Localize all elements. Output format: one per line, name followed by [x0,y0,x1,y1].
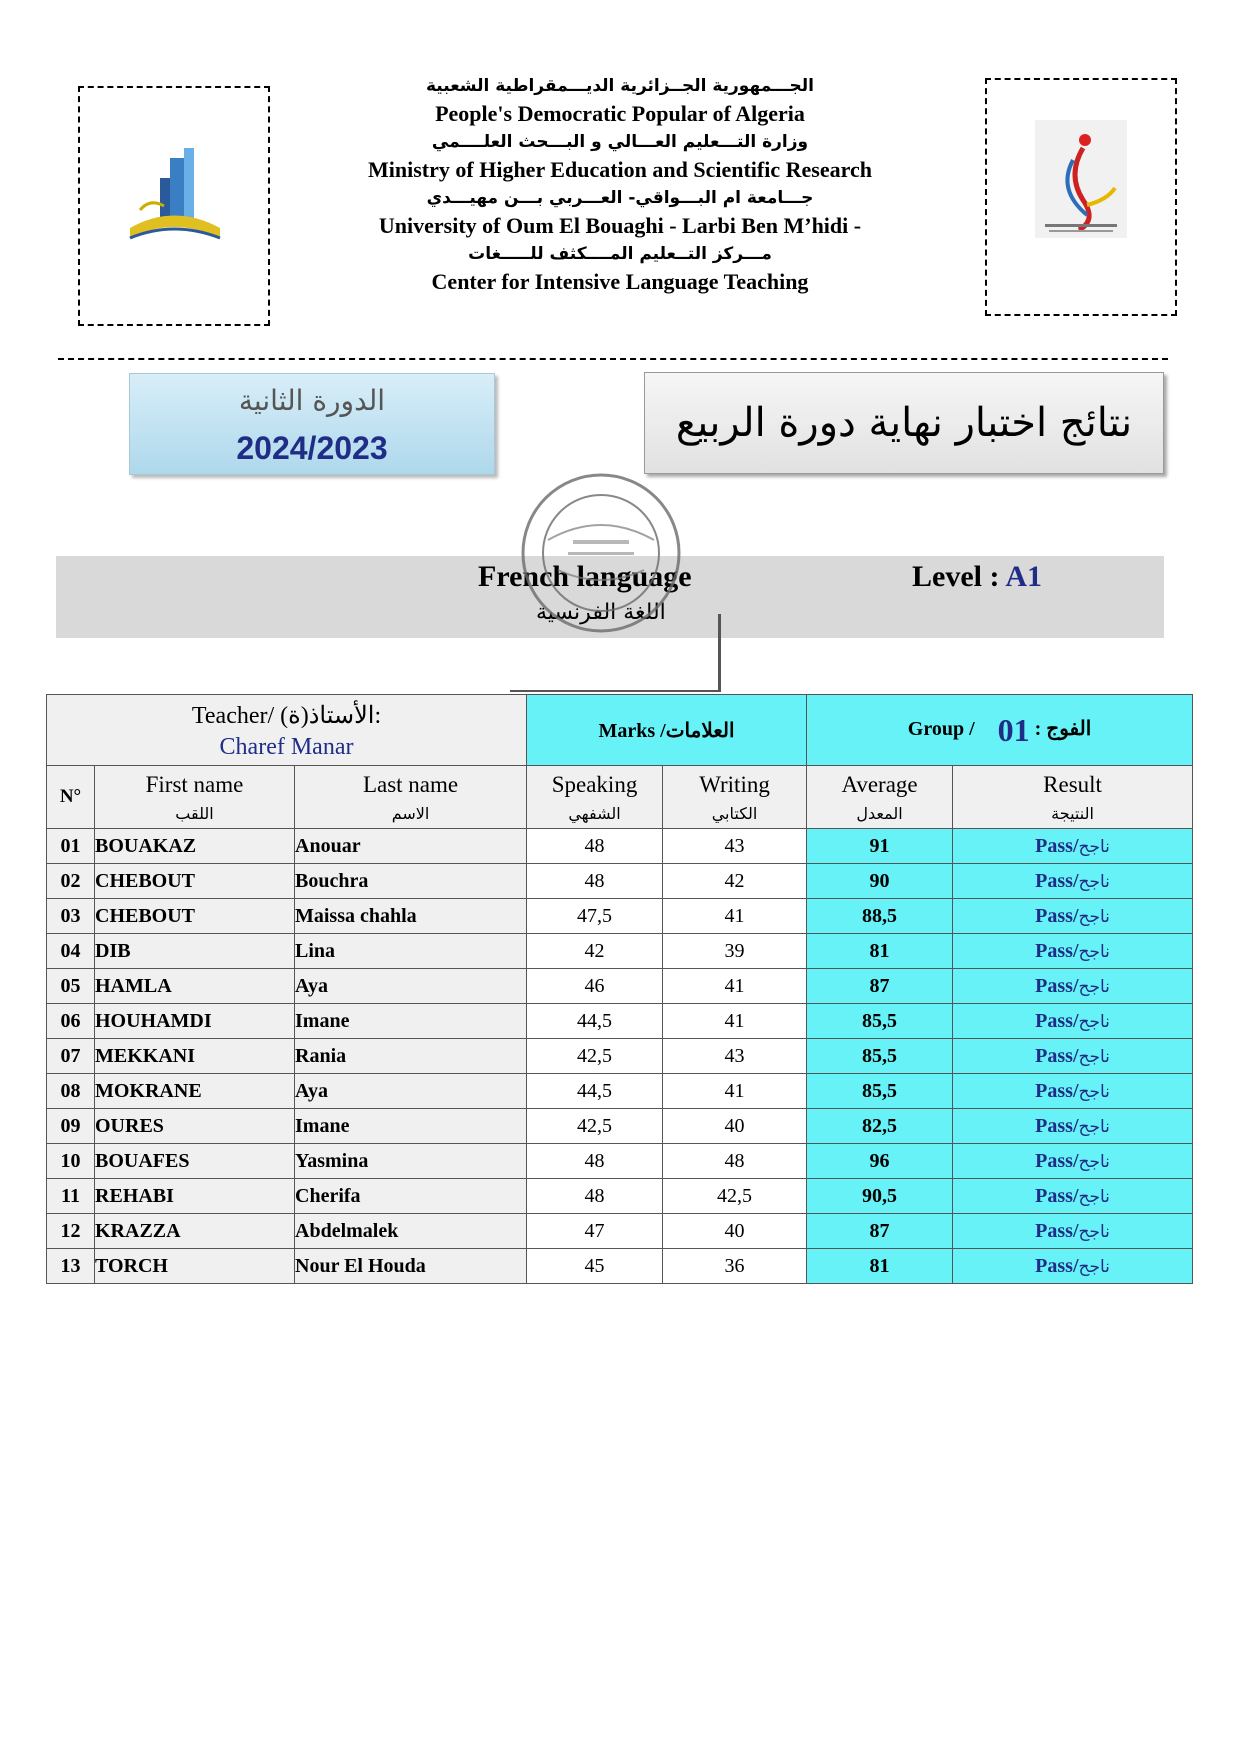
level-indicator [912,560,1042,594]
table-row [47,1179,1193,1214]
session-box [129,373,495,475]
row-speaking: 48 [527,1179,663,1214]
marks-header [527,695,807,766]
row-average: 87 [807,1214,953,1249]
row-first-name: MEKKANI [95,1039,295,1074]
republic-en: People's Democratic Popular of Algeria [435,101,805,126]
row-writing: 48 [663,1144,807,1179]
row-no: 07 [47,1039,95,1074]
row-no: 10 [47,1144,95,1179]
teacher-label: Teacher/ الأستاذ(ة): [191,703,382,729]
row-average: 85,5 [807,1004,953,1039]
row-speaking: 47,5 [527,899,663,934]
group-number: 01 [997,711,1030,748]
row-speaking: 42 [527,934,663,969]
col-average: Average المعدل [807,766,953,829]
row-first-name: MOKRANE [95,1074,295,1109]
row-speaking: 48 [527,1144,663,1179]
row-speaking: 46 [527,969,663,1004]
results-table [46,694,1193,1284]
connector-line-horizontal [510,690,721,692]
row-average: 87 [807,969,953,1004]
row-first-name: TORCH [95,1249,295,1284]
row-result: Pass/ناجح [953,1214,1193,1249]
row-no: 01 [47,829,95,864]
table-column-headers [47,766,1193,829]
row-speaking: 42,5 [527,1109,663,1144]
row-writing: 42 [663,864,807,899]
row-speaking: 48 [527,864,663,899]
row-average: 82,5 [807,1109,953,1144]
row-speaking: 42,5 [527,1039,663,1074]
col-writing: Writing الكتابي [663,766,807,829]
row-last-name: Anouar [295,829,527,864]
row-first-name: HOUHAMDI [95,1004,295,1039]
row-first-name: DIB [95,934,295,969]
row-last-name: Bouchra [295,864,527,899]
center-logo-frame [985,78,1177,316]
official-stamp-icon [518,470,684,636]
row-result: Pass/ناجح [953,1004,1193,1039]
table-row [47,969,1193,1004]
table-row [47,1144,1193,1179]
row-no: 05 [47,969,95,1004]
group-label: Group / الفوج : [907,717,1092,740]
col-no: N° [47,766,95,829]
row-average: 85,5 [807,1039,953,1074]
row-first-name: BOUAKAZ [95,829,295,864]
row-result: Pass/ناجح [953,864,1193,899]
row-average: 85,5 [807,1074,953,1109]
row-result: Pass/ناجح [953,969,1193,1004]
col-speaking: Speaking الشفهي [527,766,663,829]
ministry-en: Ministry of Higher Education and Scientific Research [368,157,872,182]
row-writing: 40 [663,1214,807,1249]
table-row [47,1214,1193,1249]
table-row [47,864,1193,899]
teacher-name: Charef Manar [219,734,354,760]
row-average: 90,5 [807,1179,953,1214]
row-speaking: 44,5 [527,1074,663,1109]
row-no: 13 [47,1249,95,1284]
row-no: 02 [47,864,95,899]
row-first-name: KRAZZA [95,1214,295,1249]
row-no: 09 [47,1109,95,1144]
language-en: French language [478,560,692,593]
institution-header [300,72,940,296]
table-row [47,934,1193,969]
row-last-name: Imane [295,1004,527,1039]
row-no: 11 [47,1179,95,1214]
col-last-name: Last name الاسم [295,766,527,829]
row-result: Pass/ناجح [953,899,1193,934]
table-row [47,1004,1193,1039]
row-no: 04 [47,934,95,969]
table-row [47,1109,1193,1144]
session-year: 2024/2023 [236,430,388,466]
level-value: A1 [1005,560,1042,593]
row-result: Pass/ناجح [953,934,1193,969]
results-title: نتائج اختبار نهاية دورة الربيع [675,400,1133,446]
table-row [47,1074,1193,1109]
row-speaking: 44,5 [527,1004,663,1039]
row-writing: 40 [663,1109,807,1144]
row-no: 08 [47,1074,95,1109]
center-ar: مـــركز التــعليم المــــكثف للـــــغات [468,244,772,264]
row-writing: 43 [663,829,807,864]
row-no: 12 [47,1214,95,1249]
session-label: الدورة الثانية [238,384,386,417]
university-logo-icon [80,88,268,324]
university-logo-frame [78,86,270,326]
row-result: Pass/ناجح [953,1249,1193,1284]
row-last-name: Imane [295,1109,527,1144]
row-first-name: OURES [95,1109,295,1144]
table-row [47,1249,1193,1284]
row-average: 96 [807,1144,953,1179]
group-header [807,695,1193,766]
row-first-name: BOUAFES [95,1144,295,1179]
row-first-name: CHEBOUT [95,899,295,934]
row-average: 81 [807,934,953,969]
row-writing: 41 [663,1004,807,1039]
row-last-name: Aya [295,969,527,1004]
results-title-box [644,372,1164,474]
table-row [47,829,1193,864]
row-first-name: REHABI [95,1179,295,1214]
row-result: Pass/ناجح [953,1179,1193,1214]
row-writing: 39 [663,934,807,969]
row-average: 91 [807,829,953,864]
row-result: Pass/ناجح [953,1144,1193,1179]
row-writing: 41 [663,899,807,934]
row-average: 90 [807,864,953,899]
row-speaking: 45 [527,1249,663,1284]
row-last-name: Maissa chahla [295,899,527,934]
teacher-cell [47,695,527,766]
row-last-name: Abdelmalek [295,1214,527,1249]
row-first-name: HAMLA [95,969,295,1004]
language-ar: اللغة الفرنسية [536,600,666,625]
row-no: 06 [47,1004,95,1039]
row-last-name: Aya [295,1074,527,1109]
row-last-name: Lina [295,934,527,969]
university-en: University of Oum El Bouaghi - Larbi Ben M’hidi - [378,213,862,238]
row-last-name: Cherifa [295,1179,527,1214]
row-writing: 43 [663,1039,807,1074]
table-row [47,1039,1193,1074]
marks-label: Marks /العلامات [598,719,735,742]
row-average: 88,5 [807,899,953,934]
row-first-name: CHEBOUT [95,864,295,899]
row-no: 03 [47,899,95,934]
connector-line-vertical [718,614,721,692]
center-en: Center for Intensive Language Teaching [431,269,809,294]
row-last-name: Yasmina [295,1144,527,1179]
header-divider [58,358,1168,360]
col-first-name: First name اللقب [95,766,295,829]
row-writing: 41 [663,969,807,1004]
col-result: Result النتيجة [953,766,1193,829]
center-logo-icon [987,80,1175,314]
row-average: 81 [807,1249,953,1284]
university-ar: جـــامعة ام البـــواقي- العـــربي بـــن مهيـــدي [426,188,814,208]
row-speaking: 47 [527,1214,663,1249]
row-result: Pass/ناجح [953,1039,1193,1074]
row-writing: 41 [663,1074,807,1109]
table-row [47,899,1193,934]
level-label: Level : [912,560,1000,593]
row-result: Pass/ناجح [953,829,1193,864]
row-last-name: Nour El Houda [295,1249,527,1284]
table-header-top [47,695,1193,766]
row-last-name: Rania [295,1039,527,1074]
row-writing: 36 [663,1249,807,1284]
row-result: Pass/ناجح [953,1074,1193,1109]
row-result: Pass/ناجح [953,1109,1193,1144]
ministry-ar: وزارة التـــعليم العـــالي و البـــحث العلــــمي [431,132,809,152]
republic-ar: الجـــمهورية الجــزائرية الديـــمقراطية الشعبية [426,76,814,96]
row-writing: 42,5 [663,1179,807,1214]
row-speaking: 48 [527,829,663,864]
